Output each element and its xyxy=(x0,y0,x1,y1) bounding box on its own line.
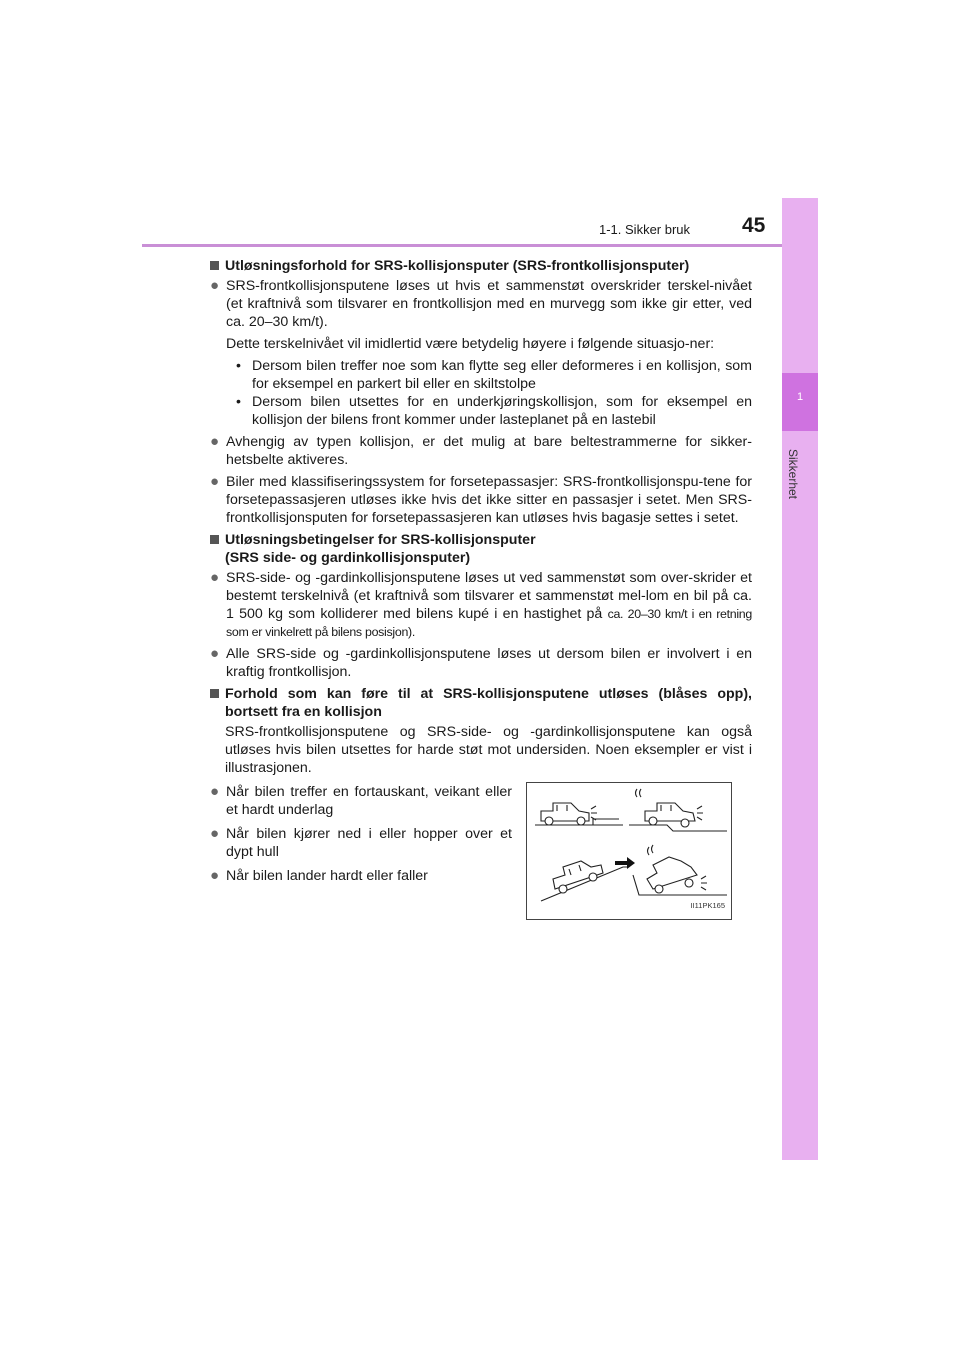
list-item xyxy=(210,783,512,819)
circle-bullet-icon: ● xyxy=(210,645,220,662)
list-item xyxy=(210,645,752,681)
list-item-text: SRS-side- og -gardinkollisjonsputene løses ut ved sammenstøt som over-skrider et bestemt terskelnivå (et kraftnivå som tilsvarer et sammenstøt mel-lom en bil på ca. 1 500 kg som kolliderer med bilens kupé i en hastighet på xyxy=(226,570,752,622)
sub-list-item-text: Dersom bilen utsettes for en underkjøringskollisjon, som for eksempel en kollisjon der bilens front kommer under lasteplanet på en lastebil xyxy=(252,394,752,428)
square-bullet-icon xyxy=(210,535,219,544)
sub-bullet-icon: • xyxy=(236,358,241,374)
list-item xyxy=(210,433,752,469)
truck-hole-icon xyxy=(629,789,727,831)
section-heading xyxy=(210,685,752,721)
list-item xyxy=(210,473,752,527)
list-item-text: Når bilen kjører ned i eller hopper over et dypt hull xyxy=(226,826,512,860)
circle-bullet-icon: ● xyxy=(210,867,220,884)
list-item-text: Avhengig av typen kollisjon, er det mulig at bare beltestrammerne for sikker-hetsbelte aktiveres. xyxy=(226,434,752,468)
page-number: 45 xyxy=(742,214,766,237)
header-section-title: 1-1. Sikker bruk xyxy=(599,222,691,237)
illustration-figure xyxy=(526,782,732,920)
sub-list-item xyxy=(210,357,752,393)
circle-bullet-icon: ● xyxy=(210,569,220,586)
sub-bullet-icon: • xyxy=(236,394,241,410)
circle-bullet-icon: ● xyxy=(210,783,220,800)
circle-bullet-icon: ● xyxy=(210,433,220,450)
list-item xyxy=(210,825,512,861)
list-item-text: Når bilen lander hardt eller faller xyxy=(226,868,428,884)
truck-jump-icon xyxy=(541,861,627,901)
sub-list-item-text: Dersom bilen treffer noe som kan flytte seg eller deformeres i en kollisjon, som for eksempel en parkert bil eller en skiltstolpe xyxy=(252,358,752,392)
square-bullet-icon xyxy=(210,261,219,270)
circle-bullet-icon: ● xyxy=(210,473,220,490)
header-rule xyxy=(142,244,818,247)
list-item-text: Når bilen treffer en fortauskant, veikant eller et hardt underlag xyxy=(226,784,512,818)
list-item xyxy=(210,867,512,885)
illustration-list xyxy=(210,783,512,891)
list-item-text-small: ca. 20–30 km/t i en retning som er vinkelrett på bilens posisjon). xyxy=(226,607,752,639)
figure-code: II11PK165 xyxy=(690,901,725,910)
chapter-number: 1 xyxy=(796,391,804,403)
section-heading xyxy=(210,257,752,275)
circle-bullet-icon: ● xyxy=(210,277,220,294)
section-heading-text: Utløsningsforhold for SRS-kollisjonsputer (SRS-frontkollisjonsputer) xyxy=(225,258,690,274)
circle-bullet-icon: ● xyxy=(210,825,220,842)
section-heading xyxy=(210,531,752,567)
list-item-text: Biler med klassifiseringssystem for forsetepassasjer: SRS-frontkollisjonspu-tene for forsetepassasjeren utløses ikke hvis det ikke sitter en passasjer i setet. Men SRS-frontkollisjonsputen for forsetepassasjeren kan utløses hvis bagasje settes i setet. xyxy=(226,474,752,526)
paragraph: Dette terskelnivået vil imidlertid være betydelig høyere i følgende situasjo-ner: xyxy=(226,336,715,352)
page-content xyxy=(210,254,752,933)
list-item-text: SRS-frontkollisjonsputene løses ut hvis et sammenstøt overskrider terskel-nivået (et kraftnivå som tilsvarer en frontkollisjon med en murvegg som ikke gir etter, ved ca. 20–30 km/t). xyxy=(226,278,752,330)
truck-curb-icon xyxy=(535,803,623,825)
illustration-block xyxy=(210,783,752,933)
list-item xyxy=(210,277,752,331)
square-bullet-icon xyxy=(210,689,219,698)
list-item xyxy=(210,569,752,641)
truck-landing-icon xyxy=(633,845,727,895)
section-heading-text: (SRS side- og gardinkollisjonsputer) xyxy=(225,550,471,566)
section-heading-text: Utløsningsbetingelser for SRS-kollisjonsputer xyxy=(225,532,536,548)
list-item-text: Alle SRS-side og -gardinkollisjonsputene løses ut dersom bilen er involvert i en kraftig frontkollisjon. xyxy=(226,646,752,680)
section-heading-text: Forhold som kan føre til at SRS-kollisjonsputene utløses (blåses opp), bortsett fra en kollisjon xyxy=(225,686,752,720)
chapter-side-tab xyxy=(782,198,818,1160)
sub-list-item xyxy=(210,393,752,429)
chapter-label: Sikkerhet xyxy=(786,448,800,500)
paragraph: SRS-frontkollisjonsputene og SRS-side- og -gardinkollisjonsputene kan også utløses hvis bilen utsettes for harde støt mot undersiden. Noen eksempler er vist i illustrasjonen. xyxy=(225,724,752,776)
